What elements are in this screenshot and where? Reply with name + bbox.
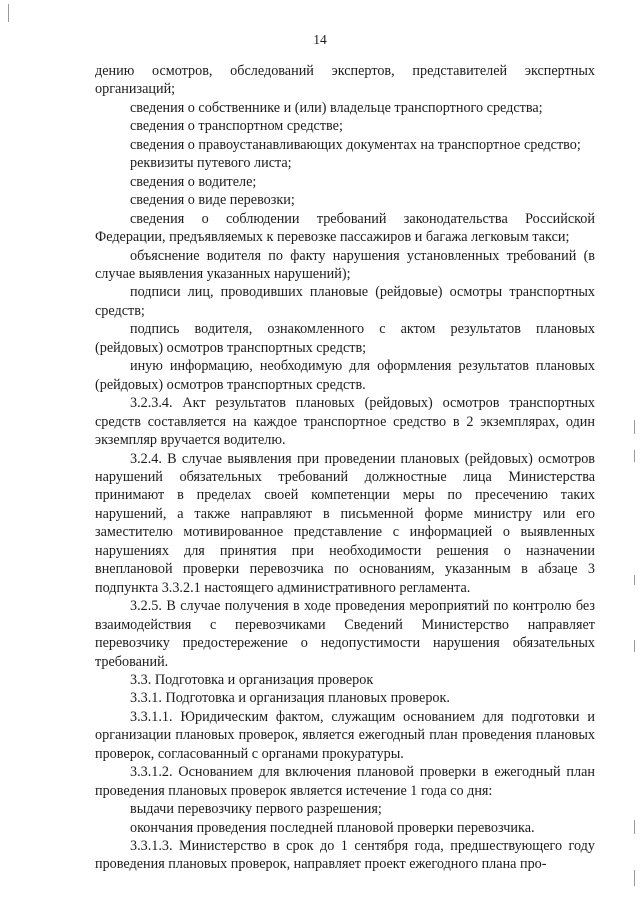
paragraph: 3.2.5. В случае получения в ходе проведения мероприятий по контролю без взаимодействия с перевозчиками Сведений Министерство направляет перевозчику предостережение о недопустимости нарушения обязательных требований.: [95, 598, 595, 670]
list-item: объяснение водителя по факту нарушения установленных требований (в случае выявления указанных нарушений);: [95, 247, 595, 282]
list-item: подписи лиц, проводивших плановые (рейдовые) осмотры транспортных средств;: [95, 284, 595, 319]
paragraph: 3.2.4. В случае выявления при проведении плановых (рейдовых) осмотров нарушений обязательных требований должностные лица Министерства принимают в пределах своей компетенции меры по пресечению таких нарушений, а также направляют в письменной форме министру или его заместителю мотивированное представление с информацией о выявленных нарушениях для принятия при необходимости решения о назначении внеплановой проверки перевозчика по основаниям, указанным в абзаце 3 подпункта 3.3.2.1 настоящего административного регламента.: [95, 450, 595, 596]
scan-mark: [634, 450, 635, 462]
list-item: сведения о собственнике и (или) владельце транспортного средства;: [130, 99, 543, 116]
paragraph: 3.3.1.3. Министерство в срок до 1 сентября года, предшествующего году проведения плановых проверок, направляет проект ежегодного плана про-: [95, 838, 595, 873]
paragraph: 3.3.1.2. Основанием для включения плановой проверки в ежегодный план проведения плановых проверок является истечение 1 года со дня:: [95, 764, 595, 799]
list-item: сведения о правоустанавливающих документах на транспортное средство;: [130, 136, 581, 153]
paragraph: 3.2.3.4. Акт результатов плановых (рейдовых) осмотров транспортных средств составляется на каждое транспортное средство в 2 экземплярах, один экземпляр вручается водителю.: [95, 395, 595, 449]
list-item: иную информацию, необходимую для оформления результатов плановых (рейдовых) осмотров транспортных средств.: [95, 358, 595, 393]
scan-mark: [634, 575, 635, 585]
list-item: сведения о соблюдении требований законодательства Российской Федерации, предъявляемых к перевозке пассажиров и багажа легковым такси;: [95, 210, 595, 246]
list-item: подпись водителя, ознакомленного с актом результатов плановых (рейдовых) осмотров транспортных средств;: [95, 321, 595, 356]
scan-mark: [634, 820, 635, 834]
paragraph: дению осмотров, обследований экспертов, представителей экспертных организаций;: [95, 63, 595, 98]
scan-mark: [8, 4, 9, 22]
scan-mark: [634, 870, 635, 886]
section-heading: 3.3. Подготовка и организация проверок: [130, 671, 374, 688]
paragraph: 3.3.1.1. Юридическим фактом, служащим основанием для подготовки и организации плановых проверок, является ежегодный план проведения плановых проверок, согласованный с органами прокуратуры.: [95, 708, 595, 762]
page-number: 14: [313, 32, 327, 47]
list-item: реквизиты путевого листа;: [130, 155, 292, 172]
scan-mark: [634, 640, 635, 652]
list-item: окончания проведения последней плановой проверки перевозчика.: [130, 819, 535, 836]
document-body: [95, 62, 595, 874]
list-item: сведения о виде перевозки;: [130, 192, 295, 209]
subsection-heading: 3.3.1. Подготовка и организация плановых проверок.: [130, 690, 450, 707]
list-item: сведения о транспортном средстве;: [130, 118, 343, 135]
list-item: выдачи перевозчику первого разрешения;: [130, 801, 382, 818]
list-item: сведения о водителе;: [130, 173, 257, 190]
scan-mark: [634, 420, 635, 434]
